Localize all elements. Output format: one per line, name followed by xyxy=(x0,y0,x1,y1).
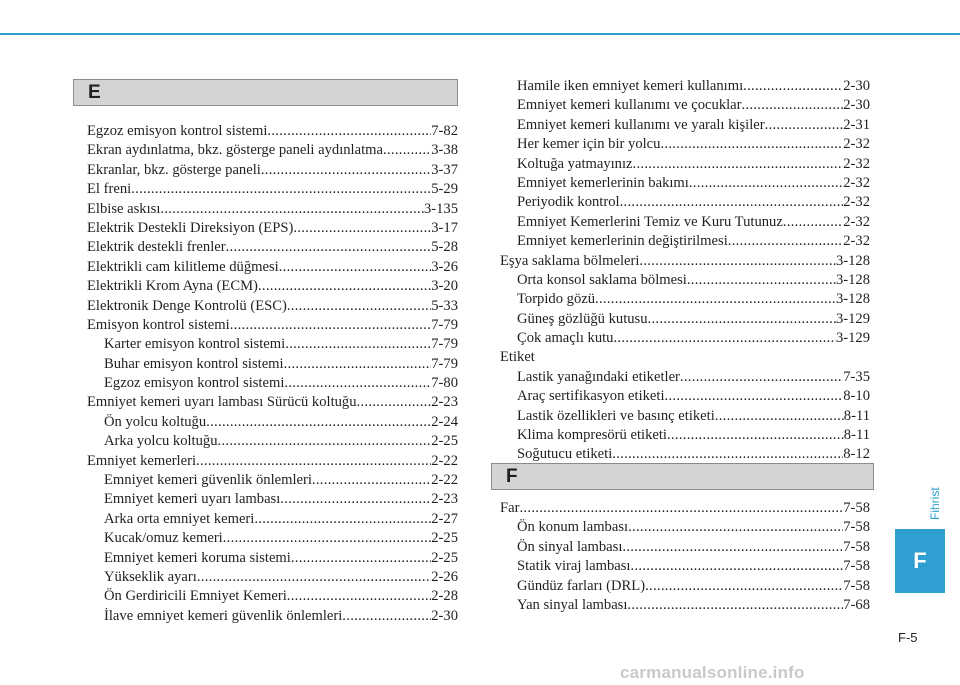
index-subentry[interactable] xyxy=(500,310,870,329)
chapter-tab[interactable]: F xyxy=(895,529,945,593)
entry-page-ref: 3-20 xyxy=(431,278,458,295)
index-subentry[interactable] xyxy=(500,213,870,232)
entry-text: Güneş gözlüğü kutusu xyxy=(517,310,648,327)
index-entry[interactable] xyxy=(87,258,458,277)
entry-text: Emniyet kemeri güvenlik önlemleri xyxy=(104,472,312,489)
entry-text: Emniyet kemerlerinin bakımı xyxy=(517,174,689,191)
entry-page-ref: 3-37 xyxy=(431,161,458,178)
entry-text: Etiket xyxy=(500,349,535,366)
entry-page-ref: 2-23 xyxy=(431,491,458,508)
entry-page-ref: 7-80 xyxy=(431,375,458,392)
entry-text: Periyodik kontrol xyxy=(517,194,620,211)
entry-page-ref: 2-32 xyxy=(843,136,870,153)
entry-page-ref: 7-58 xyxy=(843,577,870,594)
entry-text: Far xyxy=(500,500,520,516)
index-subentry[interactable] xyxy=(87,355,458,374)
entry-text: Emniyet kemerlerinin değiştirilmesi xyxy=(517,233,728,250)
entry-text: Emniyet kemeri kullanımı ve çocuklar xyxy=(517,97,742,114)
index-entry[interactable] xyxy=(87,297,458,316)
entry-page-ref: 2-25 xyxy=(431,530,458,547)
entry-text: Araç sertifikasyon etiketi xyxy=(517,388,665,405)
entry-page-ref: 7-79 xyxy=(431,355,458,372)
entry-text: İlave emniyet kemeri güvenlik önlemleri xyxy=(104,607,343,624)
entry-text: Emniyet kemerleri xyxy=(87,452,197,469)
entry-text: Elektrik destekli frenler xyxy=(87,239,226,256)
entry-text: Gündüz farları (DRL) xyxy=(517,577,646,594)
dot-leader xyxy=(639,252,836,271)
entry-page-ref: 2-22 xyxy=(431,472,458,489)
entry-text: Ön konum lambası xyxy=(517,519,629,536)
dot-leader xyxy=(631,557,844,576)
dot-leader xyxy=(197,568,431,587)
entry-text: Torpido gözü xyxy=(517,291,596,308)
dot-leader xyxy=(254,510,431,529)
index-subentry[interactable] xyxy=(500,193,870,212)
index-subentry[interactable] xyxy=(87,587,458,606)
dot-leader xyxy=(284,374,431,393)
dot-leader xyxy=(160,200,424,219)
dot-leader xyxy=(687,271,836,290)
entry-page-ref: 2-32 xyxy=(843,174,870,191)
entry-page-ref: 3-128 xyxy=(835,271,870,288)
entry-text: Yükseklik ayarı xyxy=(104,568,197,585)
entry-text: Arka orta emniyet kemeri xyxy=(104,510,255,527)
entry-page-ref: 7-79 xyxy=(431,316,458,333)
dot-leader xyxy=(742,96,844,115)
entry-page-ref: 8-11 xyxy=(843,427,870,444)
dot-leader xyxy=(715,407,844,426)
index-subentry[interactable] xyxy=(500,155,870,174)
dot-leader xyxy=(267,122,431,141)
dot-leader xyxy=(131,180,431,199)
index-subentry[interactable] xyxy=(87,549,458,568)
dot-leader xyxy=(293,219,431,238)
dot-leader xyxy=(357,393,432,412)
entry-page-ref: 2-27 xyxy=(431,510,458,527)
entry-text: Koltuğa yatmayınız xyxy=(517,155,633,172)
dot-leader xyxy=(284,355,432,374)
dot-leader xyxy=(783,213,843,232)
section-header-f xyxy=(491,463,874,490)
dot-leader xyxy=(628,518,843,537)
dot-leader xyxy=(312,471,431,490)
entry-text: Lastik özellikleri ve basınç etiketi xyxy=(517,407,715,424)
index-subentry[interactable] xyxy=(500,290,870,309)
index-subentry[interactable] xyxy=(87,432,458,451)
entry-page-ref: 7-68 xyxy=(843,596,870,613)
entry-text: Yan sinyal lambası xyxy=(517,596,628,613)
index-subentry[interactable] xyxy=(87,510,458,529)
entry-page-ref: 3-129 xyxy=(835,330,870,347)
entry-page-ref: 2-32 xyxy=(843,233,870,250)
dot-leader xyxy=(648,310,836,329)
index-subentry[interactable] xyxy=(87,568,458,587)
index-subentry[interactable] xyxy=(87,335,458,354)
index-entry[interactable] xyxy=(87,452,458,471)
dot-leader xyxy=(287,587,431,606)
entry-page-ref: 7-58 xyxy=(843,519,870,536)
entry-text: Ekranlar, bkz. gösterge paneli xyxy=(87,161,261,178)
index-subentry[interactable] xyxy=(500,174,870,193)
index-entry[interactable] xyxy=(87,180,458,199)
entry-text: Emniyet kemeri kullanımı ve yaralı kişiler xyxy=(517,116,765,133)
entry-text: El freni xyxy=(87,181,132,198)
index-subentry[interactable] xyxy=(500,77,870,96)
entry-page-ref: 3-135 xyxy=(423,200,458,217)
entry-text: Emniyet kemeri uyarı lambası Sürücü koltuğu xyxy=(87,394,357,411)
index-entry[interactable] xyxy=(500,252,870,271)
entry-text: Elektronik Denge Kontrolü (ESC) xyxy=(87,297,287,314)
entry-page-ref: 2-22 xyxy=(431,452,458,469)
entry-text: Arka yolcu koltuğu xyxy=(104,433,218,450)
entry-page-ref: 3-38 xyxy=(431,142,458,159)
entry-text: Elektrik Destekli Direksiyon (EPS) xyxy=(87,219,294,236)
entry-page-ref: 5-29 xyxy=(431,181,458,198)
entry-page-ref: 2-32 xyxy=(843,213,870,230)
entry-text: Soğutucu etiketi xyxy=(517,446,613,463)
entry-text: Hamile iken emniyet kemeri kullanımı xyxy=(517,78,744,94)
entry-text: Kucak/omuz kemeri xyxy=(104,530,223,547)
dot-leader xyxy=(645,577,843,596)
index-subentry[interactable] xyxy=(500,407,870,426)
dot-leader xyxy=(280,490,431,509)
entry-text: Ekran aydınlatma, bkz. gösterge paneli aydınlatma xyxy=(87,142,383,159)
index-subentry[interactable] xyxy=(500,557,870,576)
index-entry[interactable] xyxy=(87,238,458,257)
entry-page-ref: 2-30 xyxy=(431,607,458,624)
dot-leader xyxy=(613,329,835,348)
index-subentry[interactable] xyxy=(500,577,870,596)
index-entry[interactable] xyxy=(87,316,458,335)
entry-page-ref: 2-31 xyxy=(843,116,870,133)
entry-text: Statik viraj lambası xyxy=(517,558,631,575)
index-subentry[interactable] xyxy=(500,538,870,557)
dot-leader xyxy=(743,77,843,96)
dot-leader xyxy=(383,141,431,160)
index-column-right-top xyxy=(500,77,870,465)
index-subentry[interactable] xyxy=(87,374,458,393)
top-rule xyxy=(0,33,960,35)
index-column-left xyxy=(87,122,458,626)
entry-page-ref: 2-30 xyxy=(843,78,870,94)
entry-page-ref: 2-25 xyxy=(431,433,458,450)
index-subentry[interactable] xyxy=(500,329,870,348)
dot-leader xyxy=(206,413,431,432)
dot-leader xyxy=(258,277,431,296)
entry-text: Emniyet kemeri koruma sistemi xyxy=(104,549,291,566)
index-subentry[interactable] xyxy=(87,529,458,548)
entry-page-ref: 3-17 xyxy=(431,219,458,236)
index-subentry[interactable] xyxy=(500,387,870,406)
dot-leader xyxy=(342,607,431,626)
index-entry[interactable] xyxy=(87,219,458,238)
index-subentry[interactable] xyxy=(500,445,870,464)
index-subentry[interactable] xyxy=(500,518,870,537)
dot-leader xyxy=(287,297,431,316)
entry-text: Egzoz emisyon kontrol sistemi xyxy=(104,375,285,392)
index-subentry[interactable] xyxy=(500,271,870,290)
entry-page-ref: 3-129 xyxy=(835,310,870,327)
chapter-side-label: Fihrist xyxy=(928,487,942,520)
index-entry[interactable] xyxy=(87,277,458,296)
entry-text: Lastik yanağındaki etiketler xyxy=(517,368,680,385)
entry-page-ref: 7-35 xyxy=(843,368,870,385)
index-entry[interactable] xyxy=(500,499,870,518)
entry-text: Elektrikli cam kilitleme düğmesi xyxy=(87,258,279,275)
index-subentry[interactable] xyxy=(87,413,458,432)
dot-leader xyxy=(519,499,843,518)
entry-page-ref: 2-24 xyxy=(431,413,458,430)
index-subentry[interactable] xyxy=(87,607,458,626)
entry-page-ref: 8-11 xyxy=(843,407,870,424)
dot-leader xyxy=(261,161,431,180)
entry-text: Ön sinyal lambası xyxy=(517,538,623,555)
entry-text: Eşya saklama bölmeleri xyxy=(500,252,640,269)
index-subentry[interactable] xyxy=(87,471,458,490)
dot-leader xyxy=(291,549,431,568)
index-entry[interactable] xyxy=(87,141,458,160)
entry-text: Egzoz emisyon kontrol sistemi xyxy=(87,123,268,139)
entry-page-ref: 5-28 xyxy=(431,239,458,256)
entry-text: Elbise askısı xyxy=(87,200,161,217)
index-subentry[interactable] xyxy=(500,596,870,615)
dot-leader xyxy=(728,232,843,251)
entry-page-ref: 2-32 xyxy=(843,194,870,211)
page-number: F-5 xyxy=(898,630,918,645)
dot-leader xyxy=(595,290,836,309)
entry-page-ref: 2-25 xyxy=(431,549,458,566)
dot-leader xyxy=(230,316,432,335)
dot-leader xyxy=(285,335,431,354)
index-subentry[interactable] xyxy=(87,490,458,509)
dot-leader xyxy=(279,258,432,277)
entry-text: Emniyet Kemerlerini Temiz ve Kuru Tutunuz xyxy=(517,213,783,230)
entry-page-ref: 8-10 xyxy=(843,388,870,405)
entry-page-ref: 2-26 xyxy=(431,568,458,585)
entry-text: Her kemer için bir yolcu xyxy=(517,136,661,153)
entry-page-ref: 7-79 xyxy=(431,336,458,353)
entry-page-ref: 2-32 xyxy=(843,155,870,172)
entry-page-ref: 5-33 xyxy=(431,297,458,314)
dot-leader xyxy=(622,538,843,557)
entry-page-ref: 3-26 xyxy=(431,258,458,275)
entry-text: Çok amaçlı kutu xyxy=(517,330,614,347)
dot-leader xyxy=(226,238,432,257)
dot-leader xyxy=(223,529,432,548)
dot-leader xyxy=(196,452,431,471)
dot-leader xyxy=(612,445,843,464)
dot-leader xyxy=(218,432,432,451)
dot-leader xyxy=(665,387,844,406)
dot-leader xyxy=(765,116,844,135)
index-subentry[interactable] xyxy=(500,232,870,251)
index-entry[interactable] xyxy=(87,161,458,180)
dot-leader xyxy=(660,135,843,154)
entry-text: Emniyet kemeri uyarı lambası xyxy=(104,491,281,508)
index-entry[interactable] xyxy=(87,393,458,412)
index-subentry[interactable] xyxy=(500,368,870,387)
section-header-e xyxy=(73,79,458,106)
index-subentry[interactable] xyxy=(500,426,870,445)
entry-text: Orta konsol saklama bölmesi xyxy=(517,271,687,288)
entry-page-ref: 7-82 xyxy=(431,123,458,139)
index-subentry[interactable] xyxy=(500,135,870,154)
entry-page-ref: 2-30 xyxy=(843,97,870,114)
dot-leader xyxy=(667,426,844,445)
entry-page-ref: 7-58 xyxy=(843,500,870,516)
entry-text: Karter emisyon kontrol sistemi xyxy=(104,336,286,353)
entry-page-ref: 3-128 xyxy=(835,291,870,308)
entry-text: Ön yolcu koltuğu xyxy=(104,413,207,430)
index-subentry[interactable] xyxy=(500,96,870,115)
entry-page-ref: 7-58 xyxy=(843,558,870,575)
dot-leader xyxy=(620,193,844,212)
entry-page-ref: 2-23 xyxy=(431,394,458,411)
index-subentry[interactable] xyxy=(500,116,870,135)
dot-leader xyxy=(680,368,843,387)
index-entry[interactable] xyxy=(87,200,458,219)
entry-page-ref: 8-12 xyxy=(843,446,870,463)
dot-leader xyxy=(633,155,844,174)
entry-text: Emisyon kontrol sistemi xyxy=(87,316,230,333)
index-entry[interactable] xyxy=(87,122,458,141)
dot-leader xyxy=(689,174,843,193)
entry-text: Elektrikli Krom Ayna (ECM) xyxy=(87,278,258,295)
watermark: carmanualsonline.info xyxy=(620,663,805,682)
section-letter-f: F xyxy=(506,466,518,487)
section-letter-e: E xyxy=(88,82,101,103)
index-column-right-bottom xyxy=(500,499,870,615)
dot-leader xyxy=(627,596,843,615)
index-entry[interactable] xyxy=(500,348,870,367)
entry-text: Buhar emisyon kontrol sistemi xyxy=(104,355,284,372)
entry-text: Klima kompresörü etiketi xyxy=(517,427,667,444)
entry-text: Ön Gerdiricili Emniyet Kemeri xyxy=(104,588,287,605)
entry-page-ref: 2-28 xyxy=(431,588,458,605)
entry-page-ref: 3-128 xyxy=(835,252,870,269)
entry-page-ref: 7-58 xyxy=(843,538,870,555)
